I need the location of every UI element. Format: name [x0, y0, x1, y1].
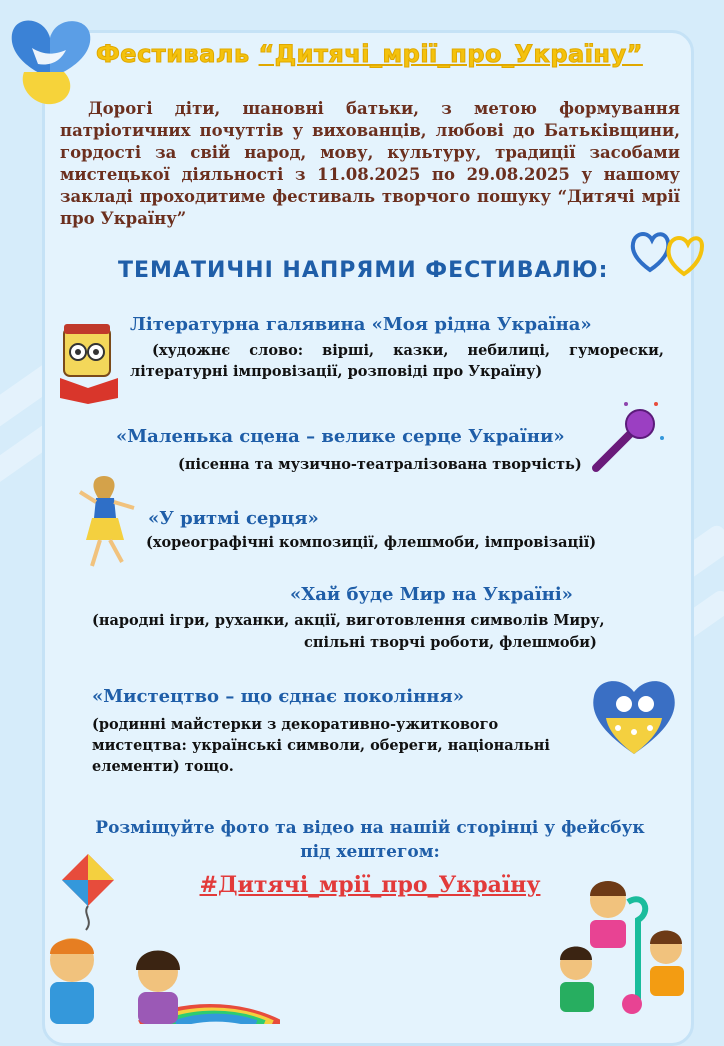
hashtag[interactable]: #Дитячі_мрії_про_Україну [199, 872, 541, 898]
direction-2-desc: (пісенна та музично-театралізована творчість) [178, 456, 582, 473]
direction-3-desc: (хореографічні композиції, флешмоби, імпровізації) [146, 534, 597, 551]
direction-2-title: «Маленька сцена – велике серце України» [116, 426, 565, 447]
title-main: “Дитячі_мрії_про_Україну” [258, 40, 643, 68]
dancing-girl-icon [78, 474, 136, 574]
title-prefix: Фестиваль [96, 40, 259, 68]
cta-text [60, 816, 680, 864]
heart-ornament-icon [588, 674, 680, 756]
page-title [96, 40, 676, 68]
direction-4-desc-line1: (народні ігри, руханки, акції, виготовлення символів Миру, [92, 612, 605, 629]
direction-4-title: «Хай буде Мир на Україні» [290, 584, 573, 605]
direction-3-title: «У ритмі серця» [148, 508, 319, 529]
children-music-icon [548, 872, 698, 1024]
heart-dove-icon [4, 8, 96, 108]
intro-text: Дорогі діти, шановні батьки, з метою формування патріотичних почуттів у вихованців, любові до Батьківщини, гордості за свій народ, мову, культуру, традиції засобами мистецької діяльності з 11.08.2025 по 29.08.2025 у нашому закладі проходитиме фестиваль творчого пошуку “Дитячі мрії про Україну” [60, 99, 680, 228]
book-character-icon [56, 320, 122, 404]
cta-line-2: під хештегом: [300, 842, 440, 862]
children-rainbow-icon [10, 920, 280, 1024]
section-title: ТЕМАТИЧНІ НАПРЯМИ ФЕСТИВАЛЮ: [118, 258, 609, 283]
microphone-icon [586, 398, 666, 478]
cta-line-1: Розміщуйте фото та відео на нашій сторінці у фейсбук [95, 818, 645, 838]
hearts-outline-icon [626, 226, 706, 278]
direction-4-desc-line2: спільні творчі роботи, флешмоби) [304, 634, 597, 651]
direction-1-title: Літературна галявина «Моя рідна Україна» [130, 314, 592, 335]
direction-5-title: «Мистецтво – що єднає покоління» [92, 686, 464, 707]
direction-1-desc: (художнє слово: вірші, казки, небилиці, гуморески, літературні імпровізації, розповіді про Україну) [130, 342, 664, 380]
direction-5-desc: (родинні майстерки з декоративно-ужиткового мистецтва: українські символи, обереги, національні елементи) тощо. [92, 716, 550, 775]
